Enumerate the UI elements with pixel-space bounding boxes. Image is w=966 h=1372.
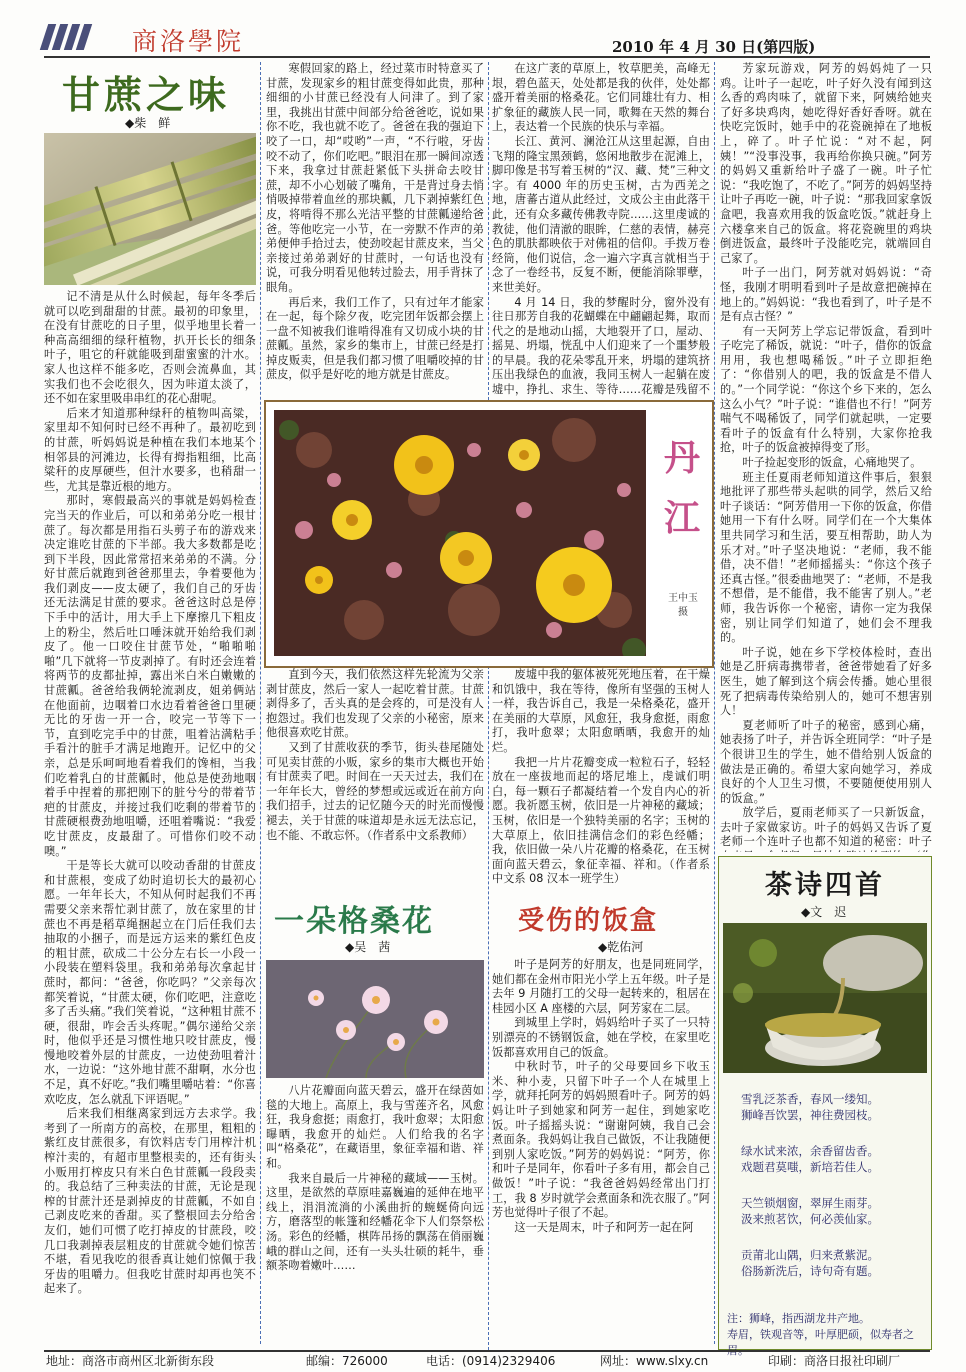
flower-photo [274,410,646,656]
sugarcane-text-column-2-continued [266,668,484,878]
footer-phone: 电话：(0914)2329406 [426,1354,556,1368]
paragraph: 放学后，夏雨老师买了一只新饭盒，去叶子家做家访。叶子的妈妈又告诉了夏老师一个连叶子也都不知道的秘密：叶子 [720,806,932,849]
footer-website: 网址：www.slxy.cn [600,1354,709,1368]
poem-line: 戏题君莫嗤，新培若佳人。 [741,1160,879,1174]
poem-line: 俗肠新洗后，诗句奇有题。 [741,1264,879,1278]
paragraph: 叶子是阿芳的好朋友，也是同班同学，她们都在金州市阳光小学上五年级。叶子是去年 9 月随打工的父母一起转来的，租居在桂园小区 A 座楼的六层，阿芳家在二层。 [492,958,710,1015]
column-rule [488,62,489,400]
paragraph: 直到今天，我们依然这样先轮流为父亲剥甘蔗皮，然后一家人一起吃着甘蔗。甘蔗剥得多了，舌头真的是会疼的，可是没有人抱怨过。我们也发现了父亲的小秘密，原来他很喜欢吃甘蔗。 [266,668,484,740]
tea-author: ◆文 迟 [801,905,847,919]
tea-note: 寿眉，铁观音等，叶厚肥硕，似寿者之眉。 [727,1328,914,1357]
paragraph: 记不清是从什么时候起，每年冬季后就可以吃到甜甜的甘蔗。最初的印象里，在没有甘蔗吃的日子里，似乎地里长着一种高高细细的绿秆植物，扒开长长的细条叶子，咀它的秆就能吸到甜蜜蜜的汁水。家人也这样不能多吃，否则会流鼻血，其实我们也不会吃很久，因为咔道太淡了，还不如在家里吸串串红的花心甜呢。 [44,290,256,406]
lunchbox-title: 受伤的饭盒 [518,906,659,936]
column-rule [488,666,489,1350]
masthead-stripes-decoration [44,24,106,50]
tea-title: 茶诗四首 [765,870,885,901]
paragraph: 芳家玩游戏，阿芳的妈妈炖了一只鸡。让叶子一起吃，叶子好久没有闻到这么香的鸡肉味了，就留下来，阿姨给她夹了好多块鸡肉，她吃得好香好香呀。就在快吃完饭时，她手中的花瓷碗掉在了地板上，碎了。叶子忙说：“对不起，阿姨！”“没事没事，我再给你换只碗。”阿芳的妈妈又重新给叶子盛了一碗。叶子忙说：“我吃饱了，不吃了。”阿芳的妈妈坚持让叶子再吃一碗，叶子说：“那我回家拿饭盒吧，我喜欢用我的饭盒吃饭。”就赶身上六楼拿来自己的饭盒。将花瓷碗里的鸡块倒进饭盒，最终叶子没能吃完，就端回自己家了。 [720,62,932,265]
paragraph: 我把一片片花瓣变成一粒粒石子，轻轻放在一座拔地而起的塔尼堆上，虔诚们明白，每一颗石子都凝结着一个发自内心的祈愿。我祈愿玉树，依旧是一片神秘的藏域；玉树，依旧是一个独特美丽的名字；玉树的大草原上，依旧挂满信念们的彩色经幡；我，依旧做一朵八片花瓣的格桑花，在玉树面向蓝天碧云，象征幸福、祥和。（作者系中文系 08 汉本一班学生） [492,755,710,886]
paragraph: 叶子说，她在乡下学校体检时，查出她是乙肝病毒携带者，爸爸带她看了好多医生，她了解到这个病会传播。她心里很死了把病毒传染给别人的，她可不想害别人！ [720,645,932,718]
footer [44,1352,930,1370]
tea-poems-box [718,856,932,1357]
tea-photo [723,923,927,1073]
poem-line: 贡莆北山隅，归来煮紫泥。 [741,1248,879,1262]
gesanghua-author: ◆吴 茜 [345,940,391,954]
poem-line: 绿水试来浓，余香留齿香。 [741,1144,879,1158]
footer-printer: 印刷：商洛日报社印刷厂 [768,1354,901,1368]
danjiang-credit: 王中玉 摄 [668,593,698,618]
poem-line: 雪乳泛茶香，春风一缕知。 [741,1092,879,1106]
issue-date: 2010 年 4 月 30 日(第四版) [612,38,816,56]
sugarcane-title: 甘蔗之味 [62,72,231,117]
paragraph: 废墟中我的躯体被死死地压着，在干燥和饥饿中，我在等待，像所有坚强的玉树人一样，我告诉自己，我是一朵格桑花，盛开在美丽的大草原，风愈狂，我身愈挺，雨愈打，我叶愈翠；太阳愈晒晒，我愈开的灿烂。 [492,668,710,754]
tea-note: 注：狮峰，指西湖龙井产地。 [727,1312,870,1325]
paragraph: 长江、黄河、澜沧江从这里起源，自由飞翔的隆宝黑颈鹤，悠闲地散步在泥滩上，脚印像是书写着玉树的“汉、藏、梵”三种文字。有 4000 年的历史玉树，古为西羌之地，唐蕃古道从此经过，文成公主由此落干此，还有众多藏传佛教寺院……这里虔诚的教徒，他们清澈的眼眸，仁慈的表情，赫亮色的肌肤都映依于对佛祖的信仰。手拨万卷经筒，他们说信，念一遍六字真言就相当于念了一卷经书，反复不断，便能消除罪孽，来世美好。 [492,134,710,294]
sugarcane-text-column-2 [266,62,484,396]
paragraph: 后来才知道那种绿秆的植物叫高粱，家里却不知何时已经不再种了。最初吃到的甘蔗，听妈妈说是种植在我们本地某个相邻县的河滩边，长得有拇指粗细，比高粱秆的皮厚硬些，但汁水要多，也稍甜一些，尤其是靠近根的地方。 [44,406,256,493]
paragraph: 4 月 14 日，我的梦醒时分，窗外没有往日那芳自我的花蝴蝶在中翩翩起舞，取而代之的是地动山摇，大地裂开了口，屋动、摇晃、坍塌，恍乱中人们迎来了一个噩梦般的早晨。我的花朵零乱开来，坍塌的建筑挤压出我绿色的血液，我同玉树人一起躺在废墟中，挣扎、求生、等待……花瓣是残留不 [492,295,710,396]
sugarcane-photo [44,133,256,285]
masthead [0,0,966,56]
paragraph: 有一天阿芳上学忘记带饭盒，看到叶子吃完了稀饭，就说：“叶子，借你的饭盒用用，我也想喝稀饭。”叶子立即拒绝了：“你借别人的吧，我的饭盒是不借人的。”一个同学说：“你这个乡下来的，怎么这么小气？”叶子说：“谁借也不行！”阿芳喘气不喝稀饭了，同学们就起哄，一定要看叶子的饭盒有什么特别，大家你抢我抢，叶子的饭盒被掉得变了形。 [720,324,932,455]
masthead-rule [44,56,930,58]
column-rule [260,62,261,1344]
paragraph: 我来自最后一片神秘的藏域——玉树。这里，是欲然的草原哇嘉巍遍的延伸在地平线上，涓涓流淌的小溪曲折的蜿蜒倚向远方，磨落型的帐篷和经幡花伞下人们祭祭松汤。彩色的经幡，棋阵吊扬的飘荡在俏丽巍峨的群山之间，还有一头头壮硕的耗牛，垂额茶吻着嫩叶…… [266,1171,484,1273]
paragraph: 又到了甘蔗收获的季节，街头巷尾随处可见卖甘蔗的小贩，家乡的集市大概也开始有甘蔗卖了吧。时间在一天天过去，我们在一年年长大，曾经的梦想或远或近在前方向我们招手，过去的记忆随今天的时光而慢慢褪去，关于甘蔗的味道却是永远无法忘记，也不能、不敢忘怀。（作者系中文系教师） [266,740,484,842]
gesanghua-photo [266,960,484,1078]
paragraph: 在这广袤的草原上，牧草肥美，高峰无垠，碧色蓝天，处处都是我的伙伴，处处都盛开着美丽的格桑花。它们同雄壮有力、相扩象征的藏族人民一同，歌舞在天然的舞台上，表达着一个民族的快乐与幸福。 [492,62,710,134]
gesanghua-text-column-2 [492,62,710,396]
paragraph: 那时，寒假最高兴的事就是妈妈检查完当天的作业后，可以和弟弟分吃一根甘蔗了。每次都是用指石头剪子布的游戏来决定谁吃甘蔗的下半部。我大多数都是吃到下半段，因此常常招来弟弟的不满。分好甘蔗后就跑到爸爸那里去，争着要他为我们剥皮——皮太硬了，我们自己的牙齿还无法满足甘蔗的要求。爸爸这时总是停下手中的活计，用大手上下摩擦几下粗皮上的粉尘，然后吐口唾沫就开始给我们剥皮了。他一口咬住甘蔗节处，“啪啪啪啪”几下就将一节皮剥掉了。有时还会连着将两节的皮都扯掉，露出米白米白嫩嫩的甘蔗瓤。爸爸给我俩轮流剥皮，姐弟俩站在他面前，边咽着口水边看着爸爸口里硬无比的牙齿一开一合，咬完一节等下一节，直到吃完手中的甘蔗，咀着沾满粘手手看汁的脏手才满足地跑开。记忆中的父亲，总是乐呵呵地看着我们的馋相，当我们吃着乳白的甘蔗瓤时，他总是使劲地咽着手中捏着的那把刚下的脏兮兮的带着节疤的甘蔗皮，并接过我们吃剩的带着节的甘蔗硬根费劲地咀嚼，还咀着嘴说：“我爱吃甘蔗皮，皮最甜了。可惜你们咬不动噢。” [44,494,256,858]
poem-line: 狮峰吾饮罢，神往费园枝。 [741,1108,879,1122]
danjiang-title: 丹江 [663,437,700,539]
paragraph: 后来我们相继离家到远方去求学。我考到了一所南方的高校，在那里，粗粗的紫红皮甘蔗很多，有饮料店专门用榨汁机榨汁卖的，有超市里整根卖的，还有街头小贩用打榨皮只有米白色甘蔗瓤一段段卖的。我总结了三种卖法的甘蔗，无论是现榨的甘蔗汁还是剥掉皮的甘蔗瓤，不如自己剥皮吃来的香甜。买了整根回去分给舍友们，她们可惯了吃打掉皮的甘蔗段，咬几口我剥掉表层粗皮的甘蔗就令她们惊苦不堪，看见我吃的很香真让她们惊佩于我牙齿的咀嚼力。但我吃甘蔗时却再也笑不起来了。 [44,1107,256,1296]
lunchbox-author: ◆乾佑河 [598,940,644,954]
poem-line: 汲来煎茗饮，何必羡仙家。 [741,1212,879,1226]
paragraph: 叶子捡起变形的饭盒，心痛地哭了。 [742,456,922,470]
sugarcane-author: ◆柴 鲜 [125,116,171,130]
tea-poems [741,1091,921,1279]
danjiang-photo-frame [264,400,714,668]
sugarcane-text-column-1 [44,290,256,1350]
paragraph: 叶子一出门，阿芳就对妈妈说：“奇怪，我刚才明明看到叶子是故意把碗掉在地上的。”妈妈说：“我也看到了，叶子是不是有点古怪？” [720,266,932,324]
paragraph: 干是等长大就可以咬动香甜的甘蔗皮和甘蔗根，变成了幼时追切长大的最初心愿。一年年长大，不知从何时起我们不再需要父亲来帮忙剥甘蔗了，放在家里的甘蔗也不再是稻草绳捆起立在门后任我们去抽取的小捆子，而是远方运来的紫红色皮的粗甘蔗，砍成二十公分左右长一小段一小段装在塑料袋里。我和弟弟每次拿起甘蔗时，都问：“爸爸，你吃吗？”父亲每次都笑着说，“甘蔗太硬，你们吃吧，注意吃多了舌头痛。”我们笑着说，“这种粗甘蔗不硬，很甜，咋会舌头疼呢。”偶尔递给父亲时，他似乎还是习惯性地只咬甘蔗皮，慢慢地咬着外层的甘蔗皮，一边使劲咀着汁水，一边说：“这外地甘蔗不甜啊，水分也不足，真不好吃。”我们嘴里嚼咕着：“你喜欢吃皮，怎么就乱下评语呢。” [44,859,256,1106]
gesanghua-text-column-1 [266,1084,484,1350]
lunchbox-text-column-1 [492,958,710,1350]
paragraph: 再后来，我们工作了，只有过年才能家在一起，每个除夕夜，吃完团年饭都会摆上一盘不知被我们谁啃得准有又切成小块的甘蔗瓤。虽然，家乡的集市上，甘蔗已经是打掉皮贩卖，但是我们都习惯了咀嚼咬掉的甘蔗皮，似乎是好吃的地方就是甘蔗皮。 [266,295,484,382]
paragraph: 中秋时节，叶子的父母要回乡下收玉米、种小麦，只留下叶子一个人在城里上学，就拜托阿芳的妈妈照看叶子。阿芳的妈妈让叶子到她家和阿芳一起住，到她家吃饭。叶子摇摇头说：“谢谢阿姨，我自己会煮面条。我妈妈让我自己做饭，不让我随便到别人家吃饭。”阿芳的妈妈说：“阿芳，你和叶子是同年，你看叶子多有用，都会自己做饭！”叶子说：“我爸爸妈妈经常出门打工，我 8 岁时就学会煮面条和洗衣服了。”阿芳也觉得叶子很了不起。 [492,1060,710,1220]
footer-address: 地址：商洛市商州区北新街东段 [46,1354,215,1368]
school-name: 商洛學院 [132,27,245,56]
gesanghua-title: 一朵格桑花 [274,904,434,939]
lunchbox-text-column-2 [720,62,932,852]
paragraph: 班主任夏雨老师知道这件事后，狠狠地批评了那些带头起哄的同学，然后又给叶子谈话：“阿芳借用一下你的饭盒，你借她用一下有什么呀。同学们在一个大集体里共同学习和生活，要互相帮助，助人为乐才对。”叶子坚决地说：“老师，我不能借，决不借！”老师摇摇头：“你这个孩子还真古怪。”很委曲地哭了：“老师，不是我不想借，是不能借，我不能害了别人。”老师，我告诉你一个秘密，请你一定为我保密，别让同学们知道了，她们会不理我的。 [720,470,932,645]
paragraph: 到城里上学时，妈妈给叶子买了一只特别漂亮的不锈钢饭盒，她在学校，在家里吃饭都喜欢用自己的饭盒。 [492,1016,710,1059]
paragraph: 寒假回家的路上，经过菜市时特意买了甘蔗，发现家乡的粗甘蔗变得如此贵，那种细细的小甘蔗已经没有人问津了。到了家里，我挑出甘蔗中间部分给爸爸吃，说如果你不吃，我也就不吃了。爸爸在我的强迫下咬了一口，却“哎哟”一声，“不行啦，牙齿咬不动了，你们吃吧。”眼泪在那一瞬间凉透下来，我拿过甘蔗赶紧低下头拼命去咬甘蔗，却不小心划破了嘴角，干是背过身去悄悄吸掉带着血丝的那块瓤，几下剥掉紫红色皮，将啃得不那么光洁平整的甘蔗瓤递给爸爸。等他吃完一小节，在一旁默不作声的弟弟便伸手拾过去，使劲咬起甘蔗皮来，当父亲接过弟弟剥好的甘蔗时，一句话也没有说，可我分明看见他转过脸去，用手背抹了眼角。 [266,62,484,294]
poem-line: 天竺锁烟窗，翠屏生雨芽。 [741,1196,879,1210]
footer-postcode: 邮编：726000 [306,1354,388,1368]
gesanghua-text-column-2-continued [492,668,710,888]
column-rule [714,62,715,1344]
paragraph: 这一天是周末，叶子和阿芳一起在阿 [514,1220,694,1234]
paragraph: 夏老师听了叶子的秘密，感到心痛，她表扬了叶子，并告诉全班同学：“叶子是个很讲卫生的学生，她不借给别人饭盒的做法是正确的。希望大家向她学习，养成良好的个人卫生习惯，不要随便使用别人的饭盒。” [720,718,932,805]
paragraph: 八片花瓣面向蓝天碧云，盛开在绿茵如毯的大地上。高原上，我与雪莲齐名，风愈狂，我身愈挺；雨愈打，我叶愈翠；太阳愈曝晒，我愈开的灿烂。人们给我的名字叫“格桑花”，在藏语里，象征幸福和谐、祥和。 [266,1084,484,1170]
